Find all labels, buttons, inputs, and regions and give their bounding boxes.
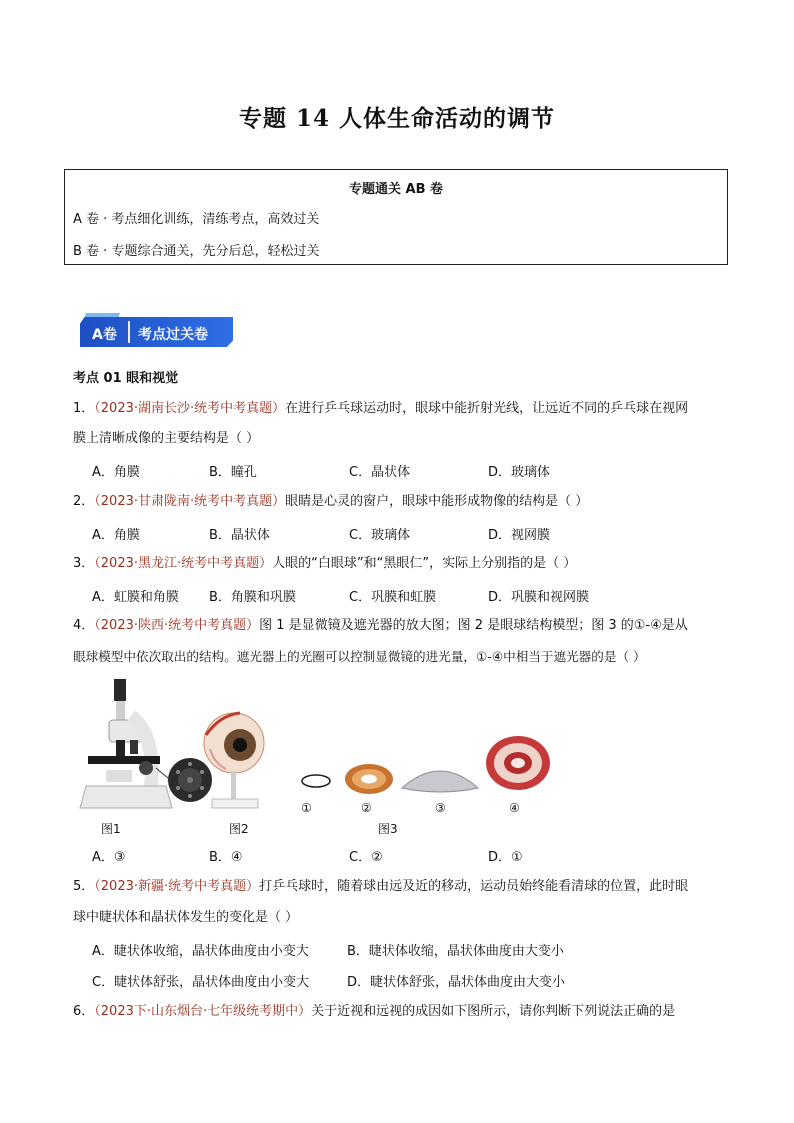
marker-4: ④ <box>509 801 520 815</box>
option: C．② <box>349 850 383 865</box>
option: B．睫状体收缩，晶状体曲度由大变小 <box>347 944 564 959</box>
option: A．③ <box>92 850 126 865</box>
option: D．① <box>488 850 523 865</box>
item-2-iris-disc <box>342 759 396 799</box>
question-source: （2023·黑龙江·统考中考真题） <box>94 556 273 571</box>
question-6: 6．（2023下·山东烟台·七年级统考期中）关于近视和远视的成因如下图所示，请你判断下列说法正确的是 <box>73 1004 676 1019</box>
item-1-ring <box>299 771 333 791</box>
option: D．视网膜 <box>488 528 551 543</box>
option: D．睫状体舒张，晶状体曲度由大变小 <box>347 975 566 990</box>
section-badge <box>80 313 233 347</box>
question-source: （2023·陕西·统考中考真题） <box>94 618 260 633</box>
option: B．角膜和巩膜 <box>209 590 296 605</box>
question-4-cont: 眼球模型中依次取出的结构。遮光器上的光圈可以控制显微镜的进光量，①-④中相当于遮光器的是（ ） <box>73 649 646 664</box>
option: D．巩膜和视网膜 <box>488 590 590 605</box>
option: A．角膜 <box>92 465 140 480</box>
option: B．④ <box>209 850 243 865</box>
box-line-b: B 卷 · 专题综合通关，先分后总，轻松过关 <box>73 244 320 259</box>
figure-3-label: 图3 <box>378 822 398 836</box>
badge-a-label: A卷 <box>92 327 117 343</box>
question-2: 2．（2023·甘肃陇南·统考中考真题）眼睛是心灵的窗户，眼球中能形成物像的结构是（ ） <box>73 494 589 509</box>
badge-title: 考点过关卷 <box>138 327 208 343</box>
option: A．睫状体收缩，晶状体曲度由小变大 <box>92 944 309 959</box>
box-heading: 专题通关 AB 卷 <box>348 182 444 197</box>
question-1-cont: 膜上清晰成像的主要结构是（ ） <box>73 431 260 446</box>
option: A．角膜 <box>92 528 140 543</box>
figure-2-label: 图2 <box>229 822 249 836</box>
question-4: 4．（2023·陕西·统考中考真题）图 1 是显微镜及遮光器的放大图；图 2 是眼球结构模型；图 3 的①-④是从 <box>73 618 688 633</box>
eye-model-figure <box>200 705 270 815</box>
figure-1-label: 图1 <box>101 822 121 836</box>
option: C．睫状体舒张，晶状体曲度由小变大 <box>92 975 310 990</box>
option: C．晶状体 <box>349 465 411 480</box>
marker-3: ③ <box>435 801 446 815</box>
option: B．晶状体 <box>209 528 270 543</box>
option: B．瞳孔 <box>209 465 257 480</box>
section-heading: 考点 01 眼和视觉 <box>73 371 179 386</box>
option: C．玻璃体 <box>349 528 411 543</box>
option: D．玻璃体 <box>488 465 551 480</box>
question-source: （2023·甘肃陇南·统考中考真题） <box>94 494 286 509</box>
page-title: 专题 14 人体生命活动的调节 <box>238 105 556 132</box>
option: C．巩膜和虹膜 <box>349 590 437 605</box>
ab-intro-box <box>64 169 728 265</box>
marker-2: ② <box>361 801 372 815</box>
question-5-cont: 球中睫状体和晶状体发生的变化是（ ） <box>73 910 299 925</box>
question-source: （2023·湖南长沙·统考中考真题） <box>94 401 286 416</box>
question-source: （2023·新疆·统考中考真题） <box>94 879 260 894</box>
option: A．虹膜和角膜 <box>92 590 179 605</box>
question-source: （2023下·山东烟台·七年级统考期中） <box>94 1004 312 1019</box>
box-line-a: A 卷 · 考点细化训练，清练考点，高效过关 <box>73 212 320 227</box>
microscope-figure <box>76 676 216 816</box>
question-5: 5．（2023·新疆·统考中考真题）打乒乓球时，随着球由远及近的移动，运动员始终能看清球的位置，此时眼 <box>73 879 689 894</box>
item-4-retina-cup <box>482 733 554 793</box>
question-3: 3．（2023·黑龙江·统考中考真题）人眼的“白眼球”和“黑眼仁”，实际上分别指的是（ ） <box>73 556 577 571</box>
item-3-lens <box>398 760 482 796</box>
marker-1: ① <box>301 801 312 815</box>
question-1: 1．（2023·湖南长沙·统考中考真题）在进行乒乓球运动时，眼球中能折射光线，让远近不同的乒乓球在视网 <box>73 401 689 416</box>
